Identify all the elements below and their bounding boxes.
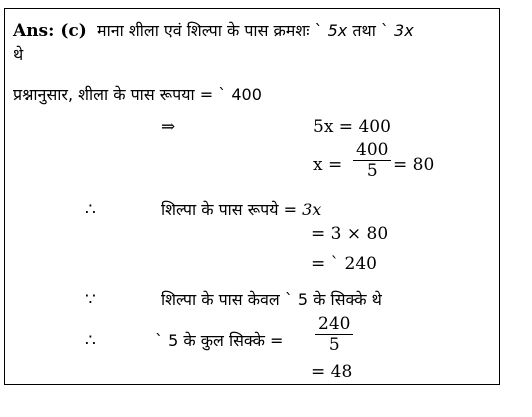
calc-3-times-80: = 3 × 80	[311, 224, 389, 244]
answer-label: Ans: (c)	[13, 21, 87, 41]
intro-text-part2: तथा `	[347, 21, 395, 40]
shilpa-money-text: शिल्पा के पास रूपये =	[161, 200, 303, 219]
x-rhs: = 80	[393, 155, 435, 175]
final-result: = 48	[311, 362, 353, 382]
variable-5x: 5x	[327, 21, 348, 40]
shilpa-money-statement	[161, 200, 321, 220]
therefore-symbol-2: ∴	[85, 331, 96, 351]
fraction-400-over-5	[353, 140, 391, 181]
fraction-numerator: 400	[356, 140, 389, 160]
intro-text	[97, 21, 414, 41]
x-lhs: x =	[313, 155, 343, 175]
answer-box	[4, 8, 500, 385]
fraction-denominator-2: 5	[328, 335, 340, 355]
coins-statement: शिल्पा के पास केवल ` 5 के सिक्के थे	[161, 290, 382, 309]
variable-3x-2: 3x	[302, 200, 322, 219]
given-statement: प्रश्नानुसार, शीला के पास रूपया = ` 400	[13, 85, 262, 104]
total-coins-text: ` 5 के कुल सिक्के =	[155, 331, 284, 350]
implies-symbol: ⇒	[161, 117, 176, 137]
therefore-symbol-1: ∴	[85, 200, 96, 220]
equation-5x: 5x = 400	[313, 117, 391, 137]
intro-text-end: थे	[13, 45, 24, 64]
intro-text-part1: माना शीला एवं शिल्पा के पास क्रमशः `	[97, 21, 328, 40]
because-symbol: ∵	[85, 290, 96, 310]
fraction-denominator: 5	[366, 161, 378, 181]
variable-3x: 3x	[394, 21, 414, 40]
result-240: = ` 240	[311, 254, 377, 274]
fraction-240-over-5	[315, 314, 353, 355]
fraction-numerator-2: 240	[318, 314, 351, 334]
